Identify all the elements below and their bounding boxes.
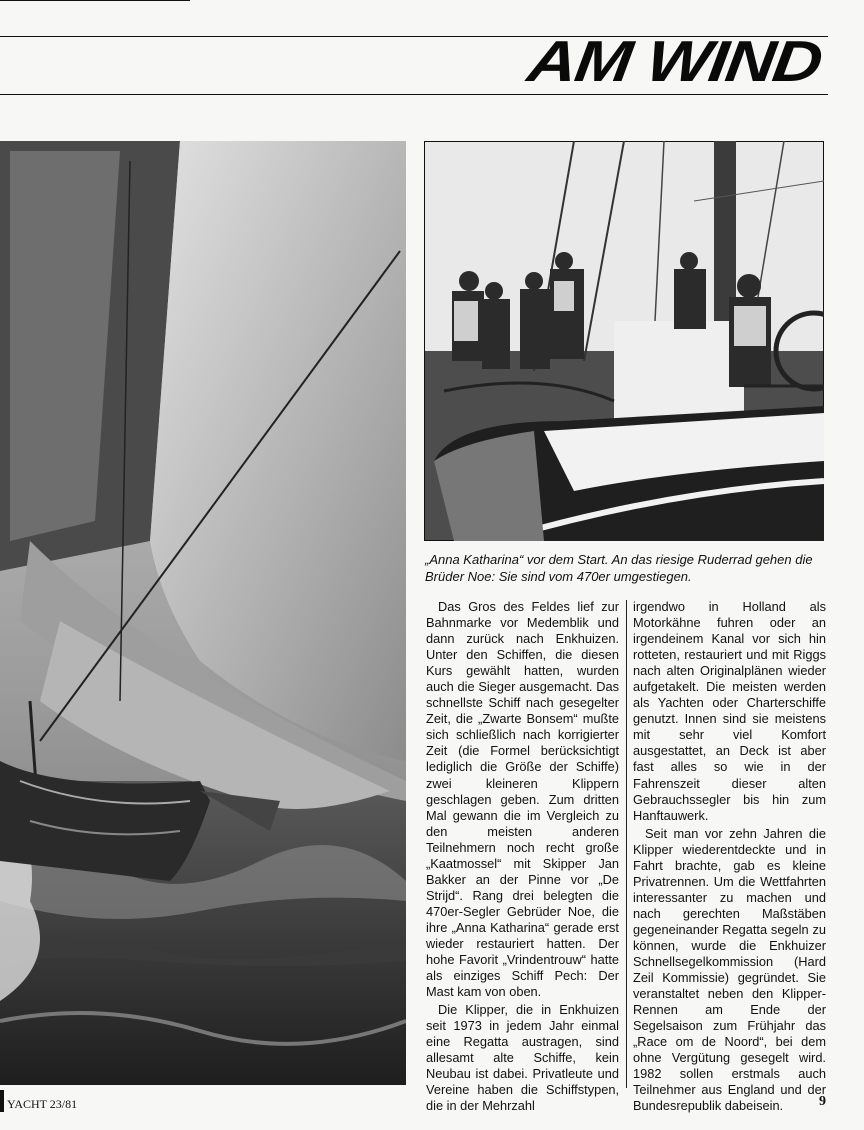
article-paragraph: irgendwo in Holland als Motorkähne fuhren oder an irgendeinem Kanal vor sich hin rotteten, restauriert und mit Riggs nach alten Originalplänen wieder aufgetakelt. Die meisten werden als Yachten oder Charterschiffe genutzt. Innen sind sie meistens mit sehr viel Komfort ausgestattet, an Deck ist aber fast alles so wie in der Fahrenszeit dieser alten Gebrauchssegler bis hin zum Hanftauwerk. <box>633 599 826 823</box>
photo-caption: „Anna Katharina“ vor dem Start. An das riesige Ruderrad gehen die Brüder Noe: Sie sind vom 470er umgestiegen. <box>425 552 813 584</box>
top-rule-thin <box>0 0 190 1</box>
column-divider <box>626 600 627 1088</box>
article-paragraph: Die Klipper, die in Enkhuizen seit 1973 in jedem Jahr einmal eine Regatta austragen, sind allesamt alte Schiffe, kein Neubau ist dabei. Privatleute und Vereine haben die Schiffstypen, die in der Mehrzahl <box>426 1002 619 1114</box>
article-column-2 <box>633 599 826 1115</box>
sailing-ship-photo-icon <box>0 141 406 1085</box>
page-number: 9 <box>819 1094 826 1109</box>
issue-label: YACHT 23/81 <box>7 1097 78 1111</box>
sailing-ship-photo <box>0 141 406 1085</box>
crew-on-deck-photo <box>424 141 824 541</box>
page-title: AM WIND <box>523 29 825 94</box>
article-paragraph: Das Gros des Feldes lief zur Bahnmarke vor Medemblik und dann zurück nach Enkhuizen. Unter den Schiffen, die diesen Kurs gewählt hatten, wurden auch die Sieger ausgemacht. Das schnellste Schiff nach gesegelter Zeit, die „Zwarte Bonsem“ mußte sich schließlich nach korrigierter Zeit (die Formel berücksichtigt lediglich die Größe der Schiffe) zwei kleineren Klippern geschlagen geben. Zum dritten Mal gewann die im Vergleich zu den meisten anderen Teilnehmern noch recht große „Kaatmossel“ mit Skipper Jan Bakker an der Pinne vor „De Strijd“. Rang drei belegten die 470er-Segler Gebrüder Noe, die ihre „Anna Katharina“ gerade erst wieder restauriert hatten. Der hohe Favorit „Vrindentrouw“ hatte als einziges Schiff Pech: Der Mast kam von oben. <box>426 599 619 1000</box>
article-paragraph: Seit man vor zehn Jahren die Klipper wiederentdeckte und in Fahrt brachte, gab es kleine Privatrennen. Um die Wettfahrten interessanter zu machen und nach gerechten Maßstäben gegeneinander Regatta segeln zu können, wurde die Enkhuizer Schnellsegelkommission (Hard Zeil Kommissie) gegründet. Sie veranstaltet neben den Klipper-Rennen am Ende der Segelsaison zum Frühjahr das „Race om de Noord“, bei dem ohne Vergütung gesegelt wird. 1982 sollen erstmals auch Teilnehmer aus England und der Bundesrepublik dabeisein. <box>633 825 826 1114</box>
article-column-1 <box>426 599 619 1115</box>
crew-on-deck-photo-icon <box>424 141 824 541</box>
corner-mark <box>0 1090 4 1112</box>
header-rule-bottom <box>0 94 828 95</box>
